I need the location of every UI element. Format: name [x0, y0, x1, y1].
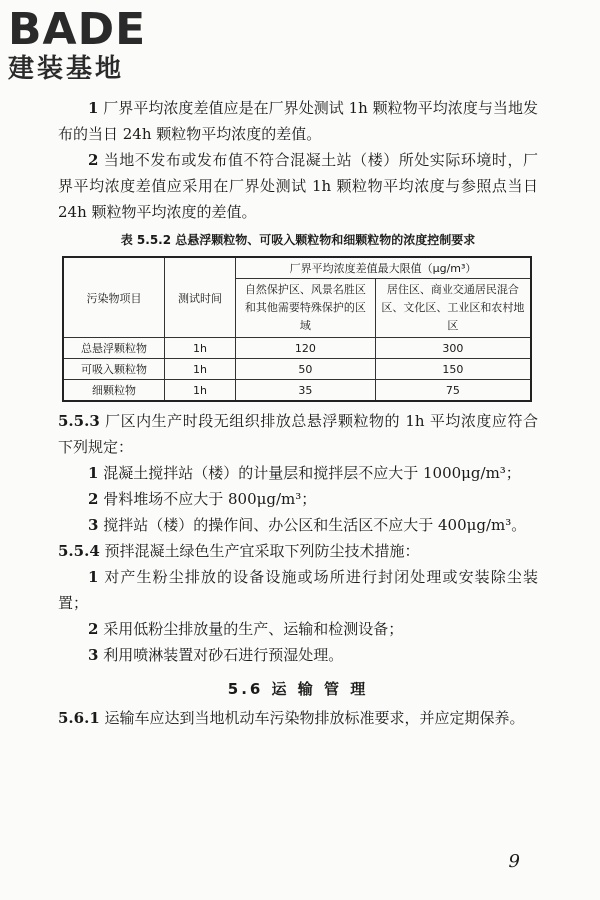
cell-value-b: 300 — [375, 338, 531, 359]
clause-5-5-4-item-1 — [58, 564, 538, 616]
concentration-table — [62, 256, 532, 402]
clause-5-5-3-item-3 — [58, 512, 538, 538]
table-caption: 表 5.5.2 总悬浮颗粒物、可吸入颗粒物和细颗粒物的浓度控制要求 — [120, 233, 476, 247]
item-number: 3 — [88, 646, 99, 664]
clause-5-5-4 — [58, 538, 538, 564]
item-text: 采用低粉尘排放量的生产、运输和检测设备； — [103, 620, 404, 638]
clause-5-5-4-item-3 — [58, 642, 538, 668]
logo-brand: BADE — [8, 4, 147, 55]
section-heading: 5.6 运 输 管 理 — [227, 680, 369, 698]
clause-number: 5.5.3 — [58, 412, 100, 430]
item-text: 利用喷淋装置对砂石进行预湿处理。 — [103, 646, 344, 664]
clause-5-5-3 — [58, 408, 538, 460]
cell-pollutant: 细颗粒物 — [63, 380, 165, 402]
header-test-time: 测试时间 — [165, 257, 236, 338]
table-row — [63, 359, 531, 380]
item-number: 1 — [88, 464, 99, 482]
clause-text: 运输车应达到当地机动车污染物排放标准要求，并应定期保养。 — [104, 709, 525, 727]
clause-text: 预拌混凝土绿色生产宜采取下列防尘技术措施： — [104, 542, 420, 560]
cell-value-a: 120 — [236, 338, 376, 359]
clause-5-5-3-item-1 — [58, 460, 538, 486]
header-pollutant: 污染物项目 — [63, 257, 165, 338]
clause-5-5-4-item-2 — [58, 616, 538, 642]
header-limit: 厂界平均浓度差值最大限值（μg/m³） — [236, 257, 532, 279]
item-text: 骨料堆场不应大于 800μg/m³； — [103, 490, 317, 508]
header-zone-b: 居住区、商业交通居民混合区、文化区、工业区和农村地区 — [375, 279, 531, 338]
header-zone-a: 自然保护区、风景名胜区和其他需要特殊保护的区域 — [236, 279, 376, 338]
clause-5-5-3-item-2 — [58, 486, 538, 512]
item-number: 1 — [88, 99, 99, 117]
cell-value-b: 150 — [375, 359, 531, 380]
table-row — [63, 338, 531, 359]
paragraph-1 — [58, 95, 538, 147]
cell-pollutant: 总悬浮颗粒物 — [63, 338, 165, 359]
item-text: 搅拌站（楼）的操作间、办公区和生活区不应大于 400μg/m³。 — [103, 516, 527, 534]
paragraph-text: 当地不发布或发布值不符合混凝土站（楼）所处实际环境时，厂界平均浓度差值应采用在厂界处测试 1h 颗粒物平均浓度与参照点当日 24h 颗粒物平均浓度的差值。 — [58, 151, 538, 221]
cell-time: 1h — [165, 338, 236, 359]
cell-pollutant: 可吸入颗粒物 — [63, 359, 165, 380]
document-body — [58, 95, 538, 731]
item-text: 对产生粉尘排放的设备设施或场所进行封闭处理或安装除尘装置； — [58, 568, 538, 612]
item-number: 2 — [88, 151, 99, 169]
item-number: 2 — [88, 620, 99, 638]
clause-number: 5.6.1 — [58, 709, 100, 727]
paragraph-text: 厂界平均浓度差值应是在厂界处测试 1h 颗粒物平均浓度与当地发布的当日 24h 颗粒物平均浓度的差值。 — [58, 99, 538, 143]
clause-text: 厂区内生产时段无组织排放总悬浮颗粒物的 1h 平均浓度应符合下列规定： — [58, 412, 538, 456]
cell-value-b: 75 — [375, 380, 531, 402]
paragraph-2 — [58, 147, 538, 225]
brand-logo — [8, 4, 147, 84]
cell-time: 1h — [165, 359, 236, 380]
table-row — [63, 380, 531, 402]
item-text: 混凝土搅拌站（楼）的计量层和搅拌层不应大于 1000μg/m³； — [103, 464, 521, 482]
item-number: 3 — [88, 516, 99, 534]
item-number: 2 — [88, 490, 99, 508]
logo-subtitle: 建装基地 — [8, 54, 125, 84]
cell-value-a: 50 — [236, 359, 376, 380]
cell-time: 1h — [165, 380, 236, 402]
item-number: 1 — [88, 568, 99, 586]
clause-5-6-1 — [58, 705, 538, 731]
cell-value-a: 35 — [236, 380, 376, 402]
page-number: 9 — [508, 851, 520, 872]
clause-number: 5.5.4 — [58, 542, 100, 560]
